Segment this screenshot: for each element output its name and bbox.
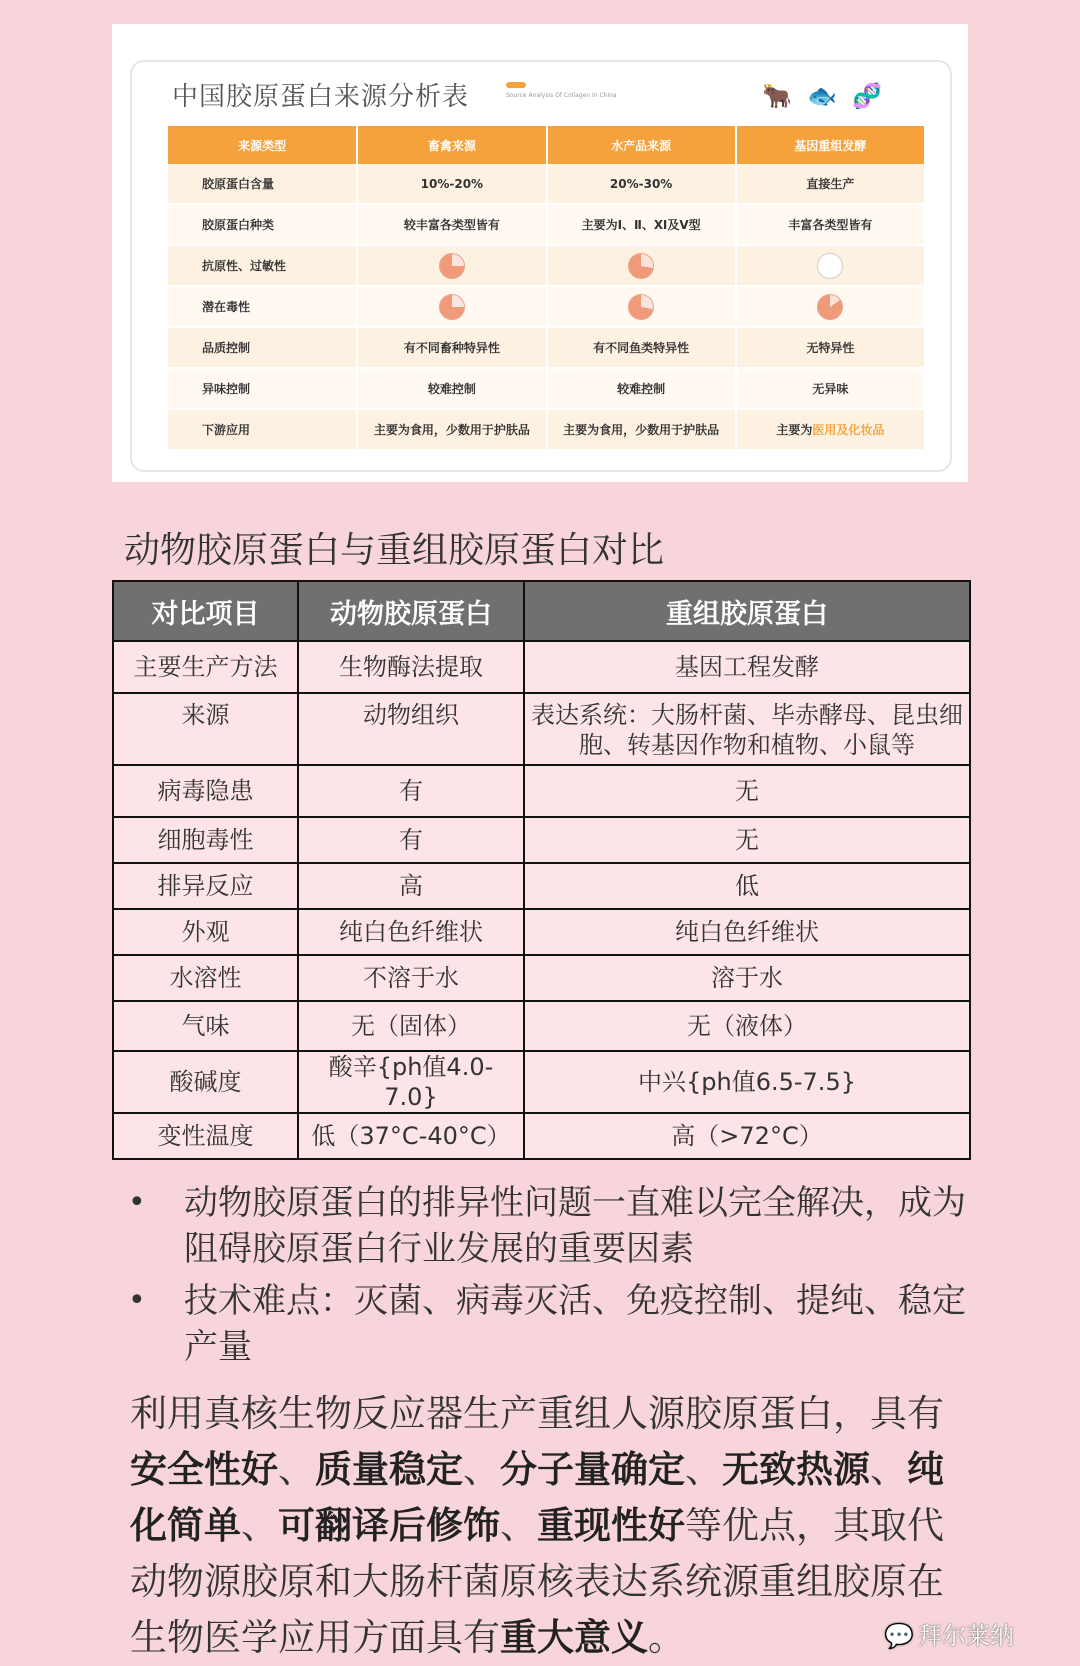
table-cell: 无（液体）: [524, 1001, 970, 1051]
table-cell: 纯白色纤维状: [298, 909, 524, 955]
table-cell: 酸辛{ph值4.0-7.0}: [298, 1051, 524, 1113]
row-label: 来源: [113, 693, 298, 765]
table-cell: [357, 245, 546, 286]
table-cell: 纯白色纤维状: [524, 909, 970, 955]
row-label: 品质控制: [168, 327, 357, 368]
table-cell: 动物组织: [298, 693, 524, 765]
para-emphasis: 纯化简单: [130, 1448, 944, 1547]
para-emphasis: 分子量确定: [500, 1448, 685, 1491]
header-cell: 动物胶原蛋白: [298, 581, 524, 641]
comparison-header: [113, 581, 970, 641]
para-text: 、: [870, 1448, 907, 1491]
table-cell: 无（固体）: [298, 1001, 524, 1051]
table-row: [113, 765, 970, 817]
table-cell: 表达系统：大肠杆菌、毕赤酵母、昆虫细胞、转基因作物和植物、小鼠等: [524, 693, 970, 765]
pie-chart-icon: [439, 294, 465, 320]
table-row: [168, 368, 925, 409]
table-cell: 有: [298, 765, 524, 817]
wechat-icon: 💬: [884, 1622, 914, 1650]
table-row: [168, 204, 925, 245]
table-cell: 无: [524, 817, 970, 863]
source-analysis-card: [112, 24, 968, 482]
source-table-header: [168, 126, 925, 164]
table-cell: [736, 245, 925, 286]
table-row: [168, 245, 925, 286]
para-text: 等优点，其取代动物源胶原和大肠杆菌原核表达系统源重组胶原在生物医学应用方面具有: [130, 1504, 944, 1659]
table-cell: 主要为食用，少数用于护肤品: [547, 409, 736, 450]
table-cell: 较难控制: [547, 368, 736, 409]
table-cell: 低: [524, 863, 970, 909]
table-cell: 基因工程发酵: [524, 641, 970, 693]
header-cell: 水产品来源: [547, 126, 736, 164]
table-cell: 丰富各类型皆有: [736, 204, 925, 245]
table-row: [113, 1051, 970, 1113]
header-cell: 重组胶原蛋白: [524, 581, 970, 641]
header-cell: 对比项目: [113, 581, 298, 641]
cell-highlight-text: 医用及化妆品: [812, 423, 885, 437]
bullet-icon: •: [128, 1283, 146, 1318]
watermark: [884, 1616, 1014, 1651]
bullet-list: [128, 1180, 988, 1376]
para-text: 、: [500, 1504, 537, 1547]
table-cell: 低（37°C-40°C）: [298, 1113, 524, 1159]
para-emphasis: 可翻译后修饰: [278, 1504, 500, 1547]
badge: [506, 82, 526, 88]
row-label: 主要生产方法: [113, 641, 298, 693]
table-row: [168, 409, 925, 450]
summary-paragraph: [130, 1386, 970, 1666]
decorative-icons: [762, 82, 912, 112]
table-cell: 无: [524, 765, 970, 817]
row-label: 排异反应: [113, 863, 298, 909]
comparison-table: [112, 580, 971, 1160]
header-cell: 来源类型: [168, 126, 357, 164]
para-emphasis: 质量稳定: [315, 1448, 463, 1491]
table-row: [113, 1001, 970, 1051]
table-cell: 较难控制: [357, 368, 546, 409]
para-emphasis: 重现性好: [537, 1504, 685, 1547]
para-text: 。: [648, 1616, 685, 1659]
pie-chart-icon: [817, 294, 843, 320]
bullet-item: [128, 1278, 988, 1370]
bullet-text: 动物胶原蛋白的排异性问题一直难以完全解决，成为阻碍胶原蛋白行业发展的重要因素: [184, 1183, 966, 1269]
table-cell: [547, 286, 736, 327]
pie-chart-icon: [817, 253, 843, 279]
table-cell: 溶于水: [524, 955, 970, 1001]
row-label: 气味: [113, 1001, 298, 1051]
source-analysis-panel: [130, 60, 952, 472]
row-label: 下游应用: [168, 409, 357, 450]
header-cell: 畜禽来源: [357, 126, 546, 164]
table-cell: [357, 286, 546, 327]
para-emphasis: 重大意义: [500, 1616, 648, 1659]
card-title: 中国胶原蛋白来源分析表: [172, 82, 470, 112]
header-cell: 基因重组发酵: [736, 126, 925, 164]
table-cell: 无异味: [736, 368, 925, 409]
table-cell: [736, 286, 925, 327]
bullet-item: [128, 1180, 988, 1272]
table-cell: 20%-30%: [547, 164, 736, 204]
row-label: 酸碱度: [113, 1051, 298, 1113]
table-cell: 10%-20%: [357, 164, 546, 204]
cell-text: 主要为: [776, 423, 813, 437]
table-cell: 无特异性: [736, 327, 925, 368]
row-label: 水溶性: [113, 955, 298, 1001]
row-label: 抗原性、过敏性: [168, 245, 357, 286]
row-label: 变性温度: [113, 1113, 298, 1159]
table-cell: 中兴{ph值6.5-7.5}: [524, 1051, 970, 1113]
table-cell: 不溶于水: [298, 955, 524, 1001]
table-cell: [736, 409, 925, 450]
table-cell: [547, 245, 736, 286]
bullet-text: 技术难点：灭菌、病毒灭活、免疫控制、提纯、稳定产量: [184, 1281, 966, 1367]
table-cell: 高（>72°C）: [524, 1113, 970, 1159]
row-label: 异味控制: [168, 368, 357, 409]
para-text: 、: [685, 1448, 722, 1491]
table-row: [113, 909, 970, 955]
dna-icon: 🧬: [851, 82, 882, 110]
source-table: [168, 126, 926, 451]
table-row: [168, 164, 925, 204]
table-cell: 生物酶法提取: [298, 641, 524, 693]
table-row: [168, 327, 925, 368]
table-cell: 较丰富各类型皆有: [357, 204, 546, 245]
cow-icon: 🐂: [762, 82, 792, 110]
row-label: 胶原蛋白含量: [168, 164, 357, 204]
row-label: 外观: [113, 909, 298, 955]
pie-chart-icon: [628, 253, 654, 279]
row-label: 细胞毒性: [113, 817, 298, 863]
para-text: 、: [278, 1448, 315, 1491]
card-subtitle: Source Analysis Of Collagen In China: [506, 92, 617, 99]
para-text: 、: [241, 1504, 278, 1547]
table-row: [113, 955, 970, 1001]
para-emphasis: 安全性好: [130, 1448, 278, 1491]
table-row: [113, 1113, 970, 1159]
bullet-icon: •: [128, 1185, 146, 1220]
table-cell: 有: [298, 817, 524, 863]
table-cell: 有不同畜种特异性: [357, 327, 546, 368]
row-label: 病毒隐患: [113, 765, 298, 817]
para-emphasis: 无致热源: [722, 1448, 870, 1491]
table-cell: 有不同鱼类特异性: [547, 327, 736, 368]
watermark-text: 拜尔莱纳: [917, 1622, 1014, 1650]
row-label: 潜在毒性: [168, 286, 357, 327]
table-cell: 直接生产: [736, 164, 925, 204]
row-label: 胶原蛋白种类: [168, 204, 357, 245]
table-row: [113, 693, 970, 765]
table-row: [113, 863, 970, 909]
table-row: [113, 817, 970, 863]
table-cell: 主要为食用，少数用于护肤品: [357, 409, 546, 450]
table-row: [113, 641, 970, 693]
fish-icon: 🐟: [806, 82, 837, 110]
comparison-title: 动物胶原蛋白与重组胶原蛋白对比: [124, 530, 665, 571]
pie-chart-icon: [628, 294, 654, 320]
para-text: 利用真核生物反应器生产重组人源胶原蛋白，具有: [130, 1392, 944, 1435]
pie-chart-icon: [439, 253, 465, 279]
table-cell: 主要为Ⅰ、Ⅱ、Ⅺ及Ⅴ型: [547, 204, 736, 245]
table-row: [168, 286, 925, 327]
table-cell: 高: [298, 863, 524, 909]
para-text: 、: [463, 1448, 500, 1491]
